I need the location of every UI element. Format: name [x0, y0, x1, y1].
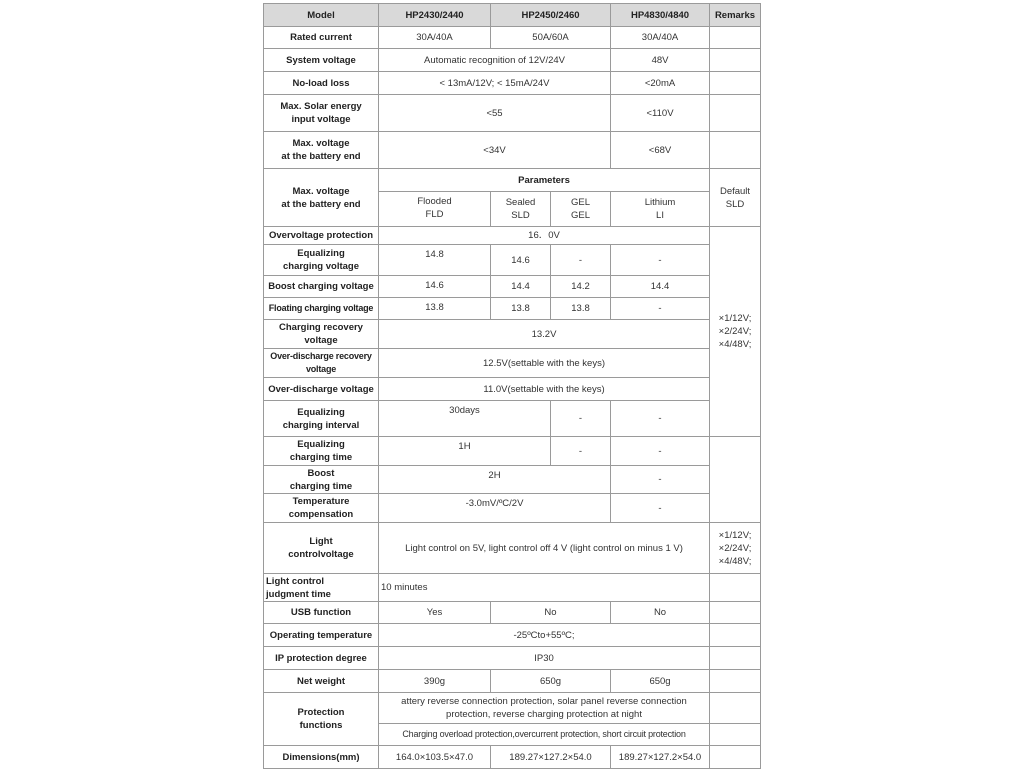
row-boost-time: [264, 466, 761, 494]
net-weight-hp4830: 650g: [611, 670, 710, 693]
light-judgment-value: 10 minutes: [379, 574, 710, 602]
temp-comp-value: -3.0mV/ºC/2V: [379, 494, 611, 523]
label-floating-voltage: Floating charging voltage: [264, 298, 379, 320]
parameters-title: Parameters: [379, 169, 710, 192]
protection-line-2: Charging overload protection,overcurrent protection, short circuit protection: [379, 724, 710, 746]
row-rated-current: [264, 27, 761, 49]
row-overvoltage: [264, 227, 761, 245]
label-boost-time: Boost charging time: [264, 466, 379, 494]
row-dimensions: [264, 746, 761, 769]
row-floating-voltage: [264, 298, 761, 320]
system-voltage-48: 48V: [611, 49, 710, 72]
battery-max-48: <68V: [611, 132, 710, 169]
remark-empty: [710, 624, 761, 647]
label-solar-input: Max. Solar energy input voltage: [264, 95, 379, 132]
overdischarge-voltage-value: 11.0V(settable with the keys): [379, 378, 710, 401]
label-boost-voltage: Boost charging voltage: [264, 276, 379, 298]
solar-input-12-24: <55: [379, 95, 611, 132]
net-weight-hp2430: 390g: [379, 670, 491, 693]
type-lithium: Lithium LI: [611, 192, 710, 227]
row-overdischarge-recovery: [264, 349, 761, 378]
remark-voltage-multiplier: ×1/12V; ×2/24V; ×4/48V;: [710, 227, 761, 437]
label-overvoltage: Overvoltage protection: [264, 227, 379, 245]
label-usb: USB function: [264, 602, 379, 624]
floating-voltage-gel: 13.8: [551, 298, 611, 320]
boost-voltage-fld: 14.6: [379, 276, 491, 298]
usb-hp4830: No: [611, 602, 710, 624]
header-row: [264, 4, 761, 27]
equalizing-time-value: 1H: [379, 437, 551, 466]
spec-table: [263, 3, 761, 769]
temp-comp-li: -: [611, 494, 710, 523]
row-battery-max: [264, 132, 761, 169]
remark-light-multiplier: ×1/12V; ×2/24V; ×4/48V;: [710, 523, 761, 574]
net-weight-hp2450: 650g: [491, 670, 611, 693]
row-recovery-voltage: [264, 320, 761, 349]
remark-empty: [710, 670, 761, 693]
dimensions-hp2430: 164.0×103.5×47.0: [379, 746, 491, 769]
boost-voltage-gel: 14.2: [551, 276, 611, 298]
boost-time-value: 2H: [379, 466, 611, 494]
label-temp-comp: Temperature compensation: [264, 494, 379, 523]
rated-current-hp2430: 30A/40A: [379, 27, 491, 49]
boost-voltage-li: 14.4: [611, 276, 710, 298]
usb-hp2450: No: [491, 602, 611, 624]
remark-empty: [710, 693, 761, 724]
remark-empty: [710, 95, 761, 132]
operating-temp-value: -25ºCto+55ºC;: [379, 624, 710, 647]
remark-empty: [710, 132, 761, 169]
recovery-voltage-value: 13.2V: [379, 320, 710, 349]
rated-current-hp4830: 30A/40A: [611, 27, 710, 49]
label-battery-max: Max. voltage at the battery end: [264, 132, 379, 169]
boost-time-li: -: [611, 466, 710, 494]
label-net-weight: Net weight: [264, 670, 379, 693]
floating-voltage-fld: 13.8: [379, 298, 491, 320]
row-equalizing-time: [264, 437, 761, 466]
floating-voltage-sld: 13.8: [491, 298, 551, 320]
label-equalizing-time: Equalizing charging time: [264, 437, 379, 466]
equalizing-interval-li: -: [611, 401, 710, 437]
remark-empty: [710, 746, 761, 769]
header-remarks: Remarks: [710, 4, 761, 27]
label-no-load-loss: No-load loss: [264, 72, 379, 95]
equalizing-interval-value: 30days: [379, 401, 551, 437]
equalizing-time-li: -: [611, 437, 710, 466]
label-equalizing-voltage: Equalizing charging voltage: [264, 245, 379, 276]
type-sealed: Sealed SLD: [491, 192, 551, 227]
remark-empty: [710, 27, 761, 49]
no-load-loss-12-24: < 13mA/12V; < 15mA/24V: [379, 72, 611, 95]
protection-line-1: attery reverse connection protection, solar panel reverse connection protection, reverse charging protection at night: [379, 693, 710, 724]
boost-voltage-sld: 14.4: [491, 276, 551, 298]
row-net-weight: [264, 670, 761, 693]
row-system-voltage: [264, 49, 761, 72]
dimensions-hp4830: 189.27×127.2×54.0: [611, 746, 710, 769]
overdischarge-recovery-value: 12.5V(settable with the keys): [379, 349, 710, 378]
rated-current-hp2450: 50A/60A: [491, 27, 611, 49]
remark-empty: [710, 49, 761, 72]
overvoltage-value: 16．0V: [379, 227, 710, 245]
label-system-voltage: System voltage: [264, 49, 379, 72]
equalizing-interval-gel: -: [551, 401, 611, 437]
label-protection: Protection functions: [264, 693, 379, 746]
label-light-control: Light controlvoltage: [264, 523, 379, 574]
usb-hp2430: Yes: [379, 602, 491, 624]
row-temp-comp: [264, 494, 761, 523]
row-operating-temp: [264, 624, 761, 647]
label-equalizing-interval: Equalizing charging interval: [264, 401, 379, 437]
row-equalizing-voltage: [264, 245, 761, 276]
remark-empty: [710, 574, 761, 602]
header-hp4830: HP4830/4840: [611, 4, 710, 27]
system-voltage-12-24: Automatic recognition of 12V/24V: [379, 49, 611, 72]
label-overdischarge-voltage: Over-discharge voltage: [264, 378, 379, 401]
remark-empty: [710, 647, 761, 670]
row-boost-voltage: [264, 276, 761, 298]
battery-max-12-24: <34V: [379, 132, 611, 169]
type-flooded: Flooded FLD: [379, 192, 491, 227]
equalizing-voltage-sld: 14.6: [491, 245, 551, 276]
label-rated-current: Rated current: [264, 27, 379, 49]
row-protection-1: [264, 693, 761, 724]
equalizing-voltage-li: -: [611, 245, 710, 276]
row-light-control: [264, 523, 761, 574]
remark-empty: [710, 72, 761, 95]
row-ip: [264, 647, 761, 670]
light-control-value: Light control on 5V, light control off 4 V (light control on minus 1 V): [379, 523, 710, 574]
remark-empty: [710, 724, 761, 746]
ip-value: IP30: [379, 647, 710, 670]
floating-voltage-li: -: [611, 298, 710, 320]
equalizing-voltage-fld: 14.8: [379, 245, 491, 276]
label-overdischarge-recovery: Over-discharge recovery voltage: [264, 349, 379, 378]
row-equalizing-interval: [264, 401, 761, 437]
header-model: Model: [264, 4, 379, 27]
row-solar-input: [264, 95, 761, 132]
row-light-judgment: [264, 574, 761, 602]
label-ip: IP protection degree: [264, 647, 379, 670]
header-hp2450: HP2450/2460: [491, 4, 611, 27]
row-usb: [264, 602, 761, 624]
row-no-load-loss: [264, 72, 761, 95]
row-parameters-title: [264, 169, 761, 192]
label-operating-temp: Operating temperature: [264, 624, 379, 647]
label-light-judgment: Light control judgment time: [264, 574, 379, 602]
label-params: Max. voltage at the battery end: [264, 169, 379, 227]
header-hp2430: HP2430/2440: [379, 4, 491, 27]
label-recovery-voltage: Charging recovery voltage: [264, 320, 379, 349]
remark-default-sld: Default SLD: [710, 169, 761, 227]
solar-input-48: <110V: [611, 95, 710, 132]
label-dimensions: Dimensions(mm): [264, 746, 379, 769]
remark-empty: [710, 602, 761, 624]
dimensions-hp2450: 189.27×127.2×54.0: [491, 746, 611, 769]
equalizing-voltage-gel: -: [551, 245, 611, 276]
type-gel: GEL GEL: [551, 192, 611, 227]
no-load-loss-48: <20mA: [611, 72, 710, 95]
row-overdischarge-voltage: [264, 378, 761, 401]
equalizing-time-gel: -: [551, 437, 611, 466]
